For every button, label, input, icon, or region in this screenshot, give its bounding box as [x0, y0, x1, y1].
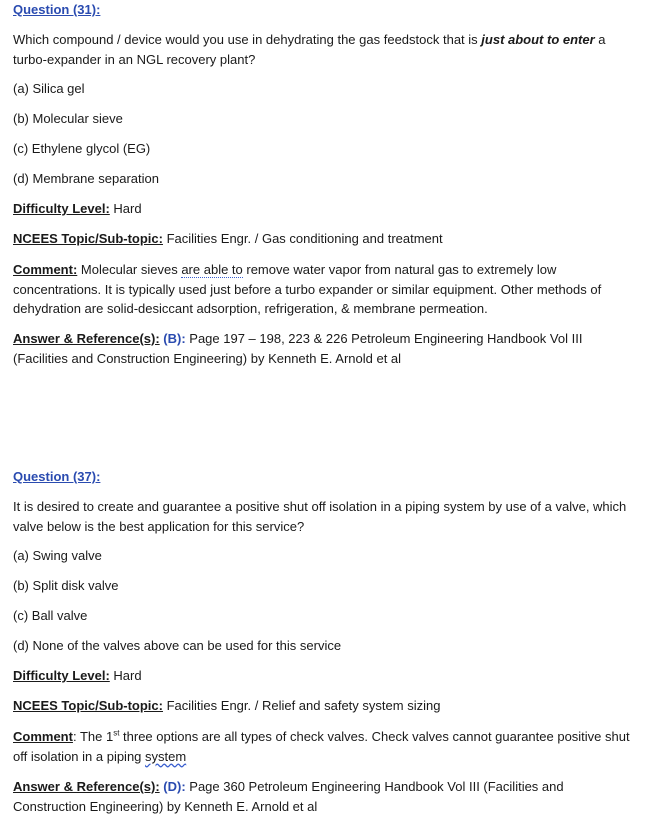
question-title[interactable]: Question (31): [13, 2, 101, 17]
comment-text-end: remove water vapor from natural gas to extremely low concentrations. It is typically used just before a turbo expander or similar equipment. Other methods of dehydration are solid-desiccant adsorption, refrigeration, & membrane permeation. [13, 262, 602, 316]
option-a: (a) Swing valve [13, 548, 102, 563]
difficulty-value: Hard [109, 201, 142, 216]
difficulty-row [13, 668, 142, 684]
answer-label: Answer & Reference(s): [13, 779, 160, 794]
answer-key: (D): [159, 779, 186, 794]
spelling-flag[interactable]: system [145, 748, 187, 764]
difficulty-label: Difficulty Level: [13, 668, 110, 683]
answer-reference: Page 360 Petroleum Engineering Handbook Vol III (Facilities and Construction Engineering) by Kenneth E. Arnold et al [13, 779, 564, 814]
topic-label: NCEES Topic/Sub-topic: [13, 231, 163, 246]
answer-key: (B): [159, 331, 186, 346]
prompt-text: Which compound / device would you use in dehydrating the gas feedstock that is [13, 32, 482, 47]
option-d: (d) Membrane separation [13, 171, 159, 186]
comment-paragraph [13, 727, 639, 766]
topic-row [13, 698, 440, 714]
answer-label: Answer & Reference(s): [13, 331, 160, 346]
question-title[interactable]: Question (37): [13, 469, 101, 484]
answer-paragraph [13, 329, 639, 368]
question-prompt: It is desired to create and guarantee a positive shut off isolation in a piping system by use of a valve, which valve below is the best application for this service? [13, 499, 627, 534]
grammar-flag[interactable]: are able to [181, 262, 243, 277]
ordinal-superscript: st [113, 728, 120, 738]
difficulty-label: Difficulty Level: [13, 201, 110, 216]
comment-label: Comment [13, 729, 73, 744]
option-b: (b) Split disk valve [13, 578, 119, 593]
option-c: (c) Ethylene glycol (EG) [13, 141, 151, 156]
topic-row [13, 231, 443, 247]
comment-text-mid: three options are all types of check valves. Check valves cannot guarantee positive shut off isolation in a piping [13, 729, 630, 764]
comment-label: Comment: [13, 262, 78, 277]
topic-value: Facilities Engr. / Gas conditioning and treatment [162, 231, 443, 246]
difficulty-row [13, 201, 142, 217]
answer-paragraph [13, 777, 639, 816]
comment-paragraph [13, 260, 639, 319]
option-d: (d) None of the valves above can be used for this service [13, 638, 342, 653]
option-a: (a) Silica gel [13, 81, 85, 96]
comment-text: : The 1 [72, 729, 114, 744]
option-c: (c) Ball valve [13, 608, 88, 623]
topic-label: NCEES Topic/Sub-topic: [13, 698, 163, 713]
answer-reference: Page 197 – 198, 223 & 226 Petroleum Engineering Handbook Vol III (Facilities and Construction Engineering) by Kenneth E. Arnold et al [13, 331, 583, 366]
prompt-text-end: a turbo-expander in an NGL recovery plant? [13, 32, 606, 67]
option-b: (b) Molecular sieve [13, 111, 123, 126]
topic-value: Facilities Engr. / Relief and safety system sizing [162, 698, 441, 713]
comment-text: Molecular sieves [77, 262, 182, 277]
difficulty-value: Hard [109, 668, 142, 683]
question-prompt [13, 30, 639, 69]
prompt-emphasis: just about to enter [481, 32, 595, 47]
